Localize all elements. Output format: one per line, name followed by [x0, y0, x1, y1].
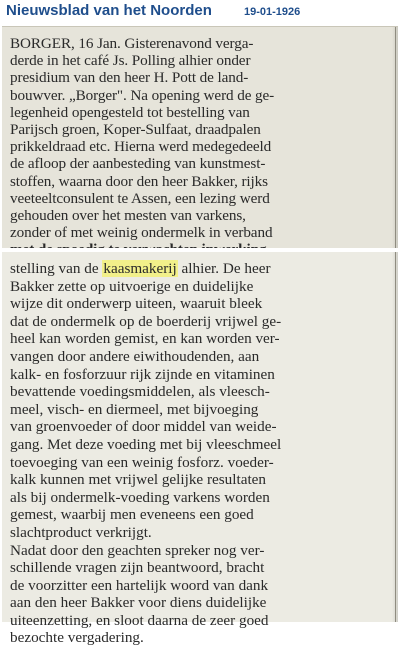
text-line: uiteenzetting, en sloot daarna de zeer goed — [10, 611, 269, 629]
header — [0, 0, 400, 26]
newspaper-title: Nieuwsblad van het Noorden — [6, 2, 212, 19]
text-line: meel, visch- en diermeel, met bijvoeging — [10, 400, 259, 418]
text-line-first — [10, 260, 390, 278]
text-line: legenheid opengesteld tot bestelling van — [10, 103, 250, 121]
text-line: vangen door andere eiwithoudenden, aan — [10, 347, 260, 365]
text-line: BORGER, 16 Jan. Gisterenavond verga- — [10, 35, 254, 52]
text-line: derde in het café Js. Polling alhier onder — [10, 52, 251, 70]
text-line: stoffen, waarna door den heer Bakker, rijks — [10, 172, 268, 190]
clipping-bottom-text — [10, 260, 390, 647]
text-line: de afloop der aanbesteding van kunstmest- — [10, 155, 266, 173]
text-before-highlight: stelling van de — [10, 260, 103, 277]
text-line: als bij ondermelk-voeding varkens worden — [10, 488, 270, 506]
paper-edge — [392, 252, 398, 622]
text-line: schillende vragen zijn beantwoord, bracht — [10, 559, 265, 577]
text-line: presidium van den heer H. Pott de land- — [10, 69, 249, 87]
text-line: Parijsch groen, Koper-Sulfaat, draadpalen — [10, 120, 261, 138]
text-line: Nadat door den geachten spreker nog ver- — [10, 541, 265, 559]
paper-edge — [392, 27, 398, 249]
text-line: van groenvoeder of door middel van weide- — [10, 418, 277, 436]
text-line: de voorzitter een hartelijk woord van dank — [10, 576, 269, 594]
text-line: aan den heer Bakker voor diens duidelijke — [10, 594, 267, 612]
text-line: dat de ondermelk op de boerderij vrijwel ge- — [10, 312, 282, 330]
text-after-highlight: alhier. De heer — [177, 260, 271, 277]
text-line: bouwver. „Borger". Na opening werd de ge- — [10, 86, 275, 104]
text-line: kalk kunnen met vrijwel gelijke resultaten — [10, 471, 266, 489]
text-line: heel kan worden gemist, en kan worden ver- — [10, 330, 280, 348]
publication-date: 19-01-1926 — [244, 6, 301, 18]
highlighted-search-term: kaasmakerij — [103, 260, 177, 277]
text-line: bevattende voedingsmiddelen, als vleesch- — [10, 383, 270, 401]
text-line: gehouden over het mesten van varkens, — [10, 206, 246, 224]
clipping-top — [2, 26, 398, 249]
clipping-bottom — [2, 252, 398, 647]
text-line: prikkeldraad etc. Hierna werd medegedeeld — [10, 138, 272, 156]
text-line: bezochte vergadering. — [10, 629, 144, 647]
text-line: toevoeging van een weinig fosforz. voeder- — [10, 453, 274, 471]
text-line: kalk- en fosforzuur rijk zijnde en vitaminen — [10, 365, 275, 383]
clipping-top-text — [10, 35, 390, 258]
text-line: slachtproduct verkrijgt. — [10, 523, 152, 541]
text-line: Bakker zette op uitvoerige en duidelijke — [10, 277, 254, 295]
text-line: wijze dit onderwerp uiteen, waaruit bleek — [10, 295, 263, 313]
text-line: gang. Met deze voeding met bij vleeschmeel — [10, 435, 282, 453]
text-line: zonder of met weinig ondermelk in verband — [10, 224, 273, 242]
text-line: veeteeltconsulent te Assen, een lezing werd — [10, 189, 270, 207]
text-line: gemest, waarbij men eveneens een goed — [10, 506, 254, 524]
